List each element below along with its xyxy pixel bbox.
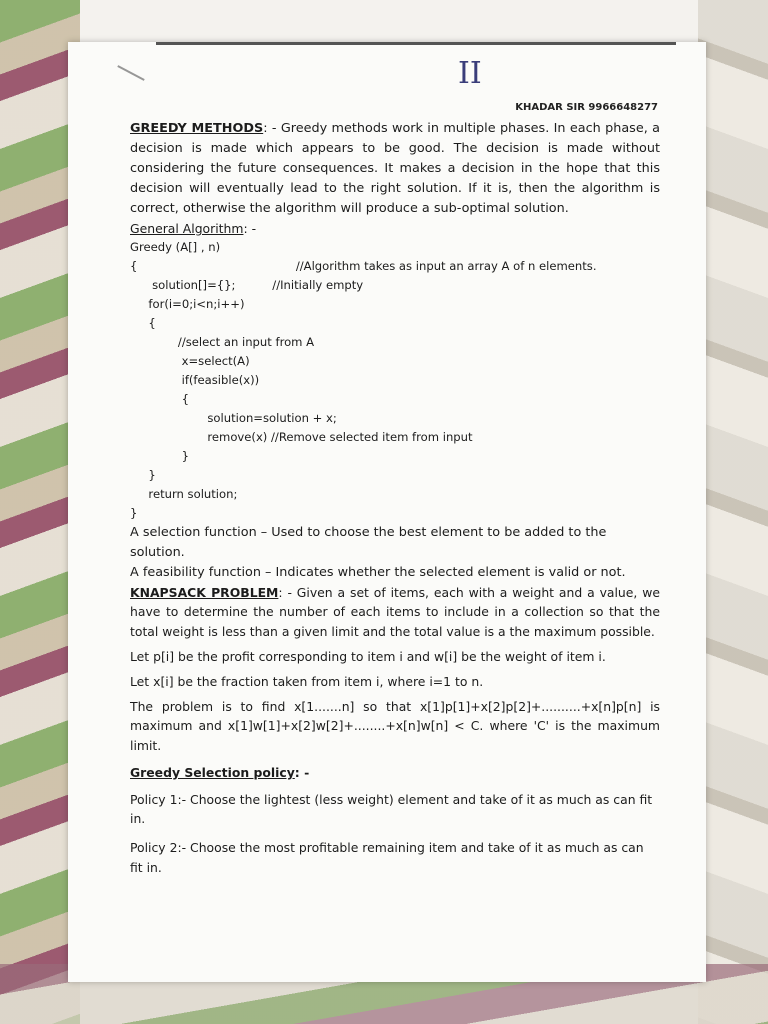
- greedy-heading: GREEDY METHODS: [130, 121, 264, 136]
- pen-stroke-mark: [117, 65, 144, 81]
- policy-1: Policy 1:- Choose the lightest (less weight) element and take of it as much as can fit in.: [130, 792, 653, 827]
- profit-definition: Let p[i] be the profit corresponding to item i and w[i] be the weight of item i.: [130, 648, 606, 664]
- greedy-intro: [130, 119, 660, 219]
- code-line: }: [130, 506, 138, 521]
- notes-page: [68, 42, 706, 982]
- code-line: { //Algorithm takes as input an array A of n elements.: [130, 259, 597, 274]
- page-number: II: [458, 56, 482, 91]
- page-content: [130, 119, 660, 877]
- code-line: x=select(A): [130, 354, 250, 369]
- feasibility-function-text: A feasibility function – Indicates whether the selected element is valid or not.: [130, 565, 626, 581]
- algorithm-heading: General Algorithm: [130, 221, 244, 236]
- selection-function-text: A selection function – Used to choose the best element to be added to the solution.: [130, 525, 607, 561]
- policy-heading-suffix: : -: [294, 764, 310, 780]
- code-line: solution[]={}; //Initially empty: [130, 278, 364, 293]
- knapsack-intro: [130, 583, 660, 641]
- fraction-definition: Let x[i] be the fraction taken from item i, where i=1 to n.: [130, 674, 484, 690]
- page-top-edge-line: [156, 42, 676, 45]
- code-line: {: [130, 316, 156, 331]
- greedy-intro-text: : - Greedy methods work in multiple phases. In each phase, a decision is made which appears to be good. The decision is made without considering the future consequences. It makes a decision in the hope that this decision will eventually lead to the right solution. If it is, then the algorithm is correct, otherwise the algorithm will produce a sub-optimal solution.: [130, 121, 660, 216]
- algorithm-heading-line: [130, 219, 660, 238]
- algorithm-heading-suffix: : -: [243, 221, 257, 236]
- code-line: solution=solution + x;: [130, 411, 337, 426]
- background-fabric-right: [698, 0, 768, 1024]
- code-line: for(i=0;i<n;i++): [130, 297, 245, 312]
- code-line: Greedy (A[] , n): [130, 240, 221, 255]
- policy-heading-line: [130, 763, 660, 782]
- knapsack-heading: KNAPSACK PROBLEM: [130, 585, 279, 601]
- policy-heading: Greedy Selection policy: [130, 764, 295, 780]
- algorithm-code: [130, 238, 660, 523]
- code-line: remove(x) //Remove selected item from input: [130, 430, 473, 445]
- author-contact: KHADAR SIR 9966648277: [515, 102, 658, 113]
- problem-statement: The problem is to find x[1.......n] so that x[1]p[1]+x[2]p[2]+..........+x[n]p[n] is maximum and x[1]w[1]+x[2]w[2]+........+x[n]w[n] < C. where 'C' is the maximum limit.: [130, 699, 660, 753]
- code-line: {: [130, 392, 189, 407]
- code-line: //select an input from A: [130, 335, 315, 350]
- knapsack-intro-text: : - Given a set of items, each with a weight and a value, we have to determine the number of each items to include in a collection so that the total weight is less than a given limit and the total value is a the maximum possible.: [130, 585, 660, 639]
- policy-2: Policy 2:- Choose the most profitable remaining item and take of it as much as can fit in.: [130, 840, 644, 875]
- code-line: if(feasible(x)): [130, 373, 260, 388]
- code-line: }: [130, 468, 156, 483]
- code-line: }: [130, 449, 189, 464]
- code-line: return solution;: [130, 487, 238, 502]
